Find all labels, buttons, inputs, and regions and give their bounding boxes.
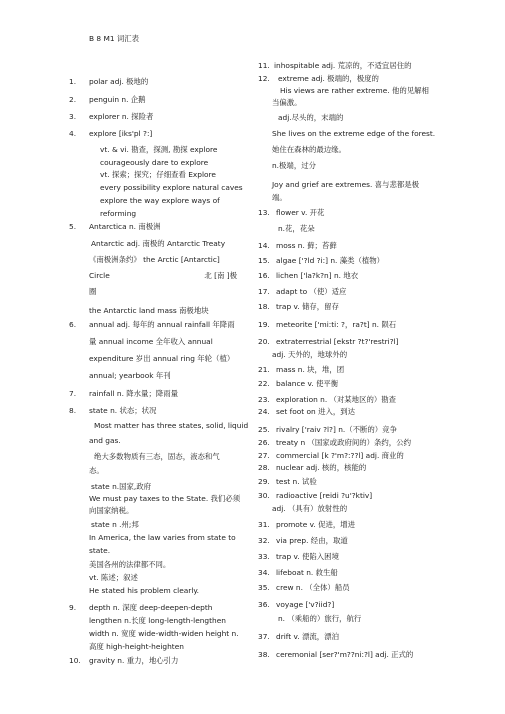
entry-text: commercial [k ?'m?:??l] adj. 商业的	[276, 451, 404, 460]
entry-text: voyage ['v?iid?]	[276, 600, 335, 609]
entry-text: treaty n （国家或政府间的）条约，公约	[276, 438, 411, 447]
entry-number: 30.	[258, 491, 270, 500]
entry-text: explorer n. 探险者	[89, 112, 154, 121]
entry-text: balance v. 使平衡	[276, 379, 339, 388]
entry-text: Antarctica n. 南极洲	[89, 222, 161, 231]
entry-number: 3.	[69, 112, 77, 121]
entry-text: meteorite ['mi:ti: ?，ra?t] n. 陨石	[276, 320, 397, 329]
entry-text: every possibility explore natural caves	[100, 183, 243, 192]
entry-text: Most matter has three states, solid, liquid	[94, 421, 249, 430]
entry-text: annual adj. 每年的 annual rainfall 年降雨	[89, 320, 235, 329]
entry-number: 28.	[258, 463, 270, 472]
entry-text: His views are rather extreme. 他的见解相	[280, 86, 429, 95]
entry-number: 9.	[69, 603, 77, 612]
entry-text: penguin n. 企鹅	[89, 95, 146, 104]
entry-text: n. （乘船的）旅行，航行	[278, 614, 362, 623]
entry-text-part: Circle	[89, 271, 110, 280]
entry-text: promote v. 促进，增进	[276, 520, 356, 529]
entry-text: 态。	[89, 466, 104, 475]
entry-text: inhospitable adj. 荒凉的，不适宜居住的	[274, 61, 412, 70]
entry-number: 13.	[258, 208, 270, 217]
entry-number: 17.	[258, 287, 270, 296]
entry-number: 37.	[258, 632, 270, 641]
entry-text: state.	[89, 546, 111, 555]
entry-text: In America, the law varies from state to	[89, 533, 236, 542]
entry-text: lengthen n.长度 long-length-lengthen	[89, 616, 226, 625]
entry-number: 34.	[258, 568, 270, 577]
entry-text: moss n. 藓；苔藓	[276, 241, 337, 250]
entry-text: the Antarctic land mass 南极地块	[89, 306, 209, 315]
entry-number: 5.	[69, 222, 77, 231]
entry-text: state n.国家,政府	[91, 482, 152, 491]
entry-number: 24.	[258, 407, 270, 416]
entry-text: trap v. 使陷入困境	[276, 552, 339, 561]
entry-text-part: 北 [南 ]极	[204, 271, 237, 280]
entry-text: mass n. 块，堆，团	[276, 365, 345, 374]
entry-text: depth n. 深度 deep-deepen-depth	[89, 603, 213, 612]
entry-text: state n .州;邦	[91, 520, 139, 529]
entry-number: 23.	[258, 395, 270, 404]
page-title: B 8 M1 词汇表	[89, 34, 140, 43]
entry-text: rivalry ['raiv ?l?] n.（不断的）竞争	[276, 425, 397, 434]
entry-text: crew n. （全体）船员	[276, 583, 350, 592]
entry-text: lichen ['la?k?n] n. 地衣	[276, 271, 359, 280]
entry-number: 12.	[258, 74, 270, 83]
entry-number: 2.	[69, 95, 77, 104]
entry-number: 18.	[258, 302, 270, 311]
entry-text: n.极端，过分	[272, 161, 316, 170]
entry-number: 33.	[258, 552, 270, 561]
entry-text: 美国各州的法律都不同。	[89, 560, 171, 569]
entry-text: and gas.	[89, 436, 121, 445]
entry-text: via prep. 经由，取道	[276, 536, 348, 545]
entry-text	[89, 271, 237, 280]
entry-number: 22.	[258, 379, 270, 388]
entry-number: 29.	[258, 477, 270, 486]
entry-number: 20.	[258, 337, 270, 346]
entry-text: gravity n. 重力，地心引力	[89, 656, 179, 665]
entry-text: adapt to （使）适应	[276, 287, 347, 296]
entry-text: extraterrestrial [ekstr ?t?'restri?l]	[276, 337, 399, 346]
entry-text: 高度 high-height-heighten	[89, 642, 184, 651]
entry-number: 16.	[258, 271, 270, 280]
entry-text: trap v. 储存，留存	[276, 302, 339, 311]
entry-text: 圈	[89, 287, 97, 296]
entry-text: test n. 试验	[276, 477, 317, 486]
entry-text: 《南极洲条约》 the Arctic [Antarctic]	[89, 255, 220, 264]
entry-number: 36.	[258, 600, 270, 609]
entry-text: radioactive [reidi ?u'?ktiv]	[276, 491, 373, 500]
entry-text: adj. （具有）放射性的	[272, 504, 348, 513]
entry-text: algae ['?ld ?i:] n. 藻类（植物）	[276, 256, 385, 265]
entry-text: lifeboat n. 救生船	[276, 568, 338, 577]
entry-text: Antarctic adj. 南极的 Antarctic Treaty	[91, 239, 226, 248]
entry-text: exploration n. （对某地区的）勘查	[276, 395, 397, 404]
entry-text: explore the way explore ways of	[100, 196, 220, 205]
entry-text: nuclear adj. 核的，核能的	[276, 463, 367, 472]
entry-text: flower v. 开花	[276, 208, 325, 217]
entry-number: 38.	[258, 650, 270, 659]
entry-number: 32.	[258, 536, 270, 545]
entry-text: 当偏激。	[272, 98, 302, 107]
entry-text: extreme adj. 极端的，极度的	[278, 74, 379, 83]
entry-text: n.花，花朵	[278, 224, 315, 233]
entry-number: 4.	[69, 129, 77, 138]
entry-text: vt. 探索；探究；仔细查看 Explore	[100, 170, 216, 179]
entry-text: 量 annual income 全年收入 annual	[89, 337, 213, 346]
entry-number: 11.	[258, 61, 270, 70]
entry-number: 25.	[258, 425, 270, 434]
entry-text: Joy and grief are extremes. 喜与悲都是极	[272, 180, 420, 189]
entry-text: 向国家纳税。	[89, 506, 134, 515]
entry-text: explore [iks'pl ?:]	[89, 129, 153, 138]
entry-text: rainfall n. 降水量；降雨量	[89, 389, 179, 398]
entry-text: She lives on the extreme edge of the forest.	[272, 129, 436, 138]
entry-text: set foot on 进入，到达	[276, 407, 356, 416]
entry-number: 10.	[69, 656, 81, 665]
entry-number: 7.	[69, 389, 77, 398]
entry-text: 端。	[272, 193, 287, 202]
entry-number: 27.	[258, 451, 270, 460]
entry-text: adj.尽头的，末端的	[278, 113, 344, 122]
entry-text: vt. & vi. 勘查，探测, 勘探 explore	[100, 145, 218, 154]
entry-text: 她住在森林的最边缘。	[272, 145, 346, 154]
entry-number: 35.	[258, 583, 270, 592]
entry-number: 6.	[69, 320, 77, 329]
entry-number: 8.	[69, 406, 77, 415]
entry-text: drift v. 漂流，漂泊	[276, 632, 339, 641]
entry-number: 19.	[258, 320, 270, 329]
entry-number: 26.	[258, 438, 270, 447]
entry-text: 绝大多数物质有三态，固态，液态和气	[94, 452, 220, 461]
entry-text: He stated his problem clearly.	[89, 586, 200, 595]
entry-text: ceremonial [ser?'m??ni:?l] adj. 正式的	[276, 650, 414, 659]
entry-text: expenditure 岁出 annual ring 年轮（植）	[89, 354, 235, 363]
entry-number: 21.	[258, 365, 270, 374]
entry-number: 14.	[258, 241, 270, 250]
entry-text: We must pay taxes to the State. 我们必须	[89, 494, 241, 503]
entry-text: vt. 陈述；叙述	[89, 573, 138, 582]
entry-text: state n. 状态；状况	[89, 406, 157, 415]
entry-number: 1.	[69, 77, 77, 86]
entry-text: reforming	[100, 209, 137, 218]
entry-text: width n. 宽度 wide-width-widen height n.	[89, 629, 239, 638]
entry-number: 15.	[258, 256, 270, 265]
entry-text: adj. 天外的，地球外的	[272, 350, 348, 359]
entry-text: annual; yearbook 年刊	[89, 371, 171, 380]
entry-text: courageously dare to explore	[100, 158, 209, 167]
entry-number: 31.	[258, 520, 270, 529]
entry-text: polar adj. 极地的	[89, 77, 149, 86]
